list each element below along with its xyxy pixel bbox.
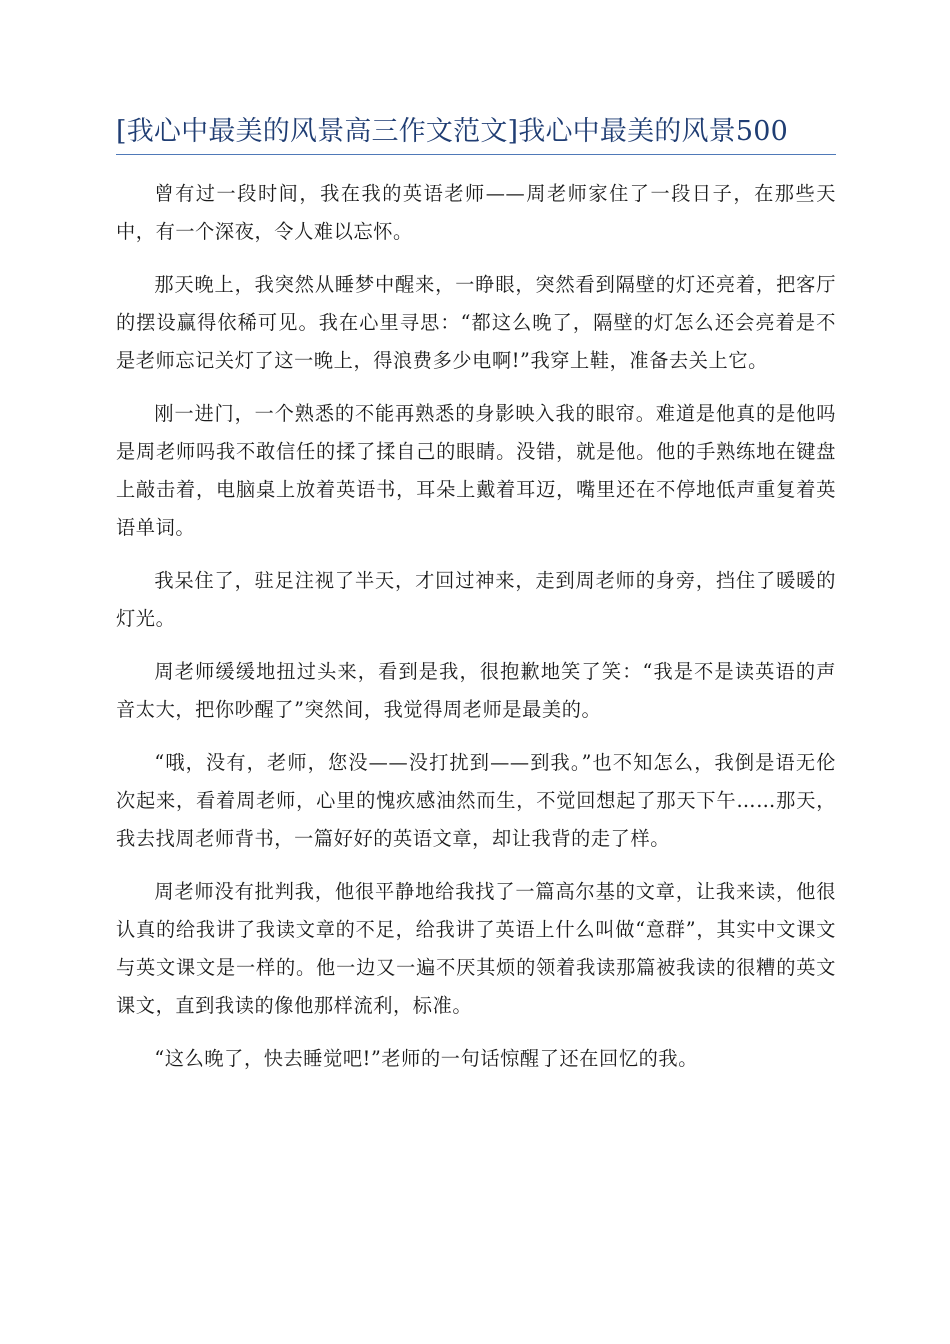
paragraph: 那天晚上，我突然从睡梦中醒来，一睁眼，突然看到隔壁的灯还亮着，把客厅的摆设赢得依稀可见。我在心里寻思：“都这么晚了，隔壁的灯怎么还会亮着是不是老师忘记关灯了这一晚上，得浪费多少电啊!”我穿上鞋，准备去关上它。 [116,273,836,372]
paragraph: 周老师缓缓地扭过头来，看到是我，很抱歉地笑了笑：“我是不是读英语的声音太大，把你吵醒了”突然间，我觉得周老师是最美的。 [116,660,836,721]
paragraph: 我呆住了，驻足注视了半天，才回过神来，走到周老师的身旁，挡住了暖暖的灯光。 [116,569,836,630]
paragraph: 曾有过一段时间，我在我的英语老师——周老师家住了一段日子，在那些天中，有一个深夜，令人难以忘怀。 [116,182,836,243]
paragraph: 周老师没有批判我，他很平静地给我找了一篇高尔基的文章，让我来读，他很认真的给我讲了我读文章的不足，给我讲了英语上什么叫做“意群”，其实中文课文与英文课文是一样的。他一边又一遍不厌其烦的领着我读那篇被我读的很糟的英文课文，直到我读的像他那样流利，标准。 [116,880,836,1017]
document-body [116,175,836,1093]
paragraph: “哦，没有，老师，您没——没打扰到——到我。”也不知怎么，我倒是语无伦次起来，看着周老师，心里的愧疚感油然而生，不觉回想起了那天下午……那天，我去找周老师背书，一篇好好的英语文章，却让我背的走了样。 [116,751,836,850]
paragraph: 刚一进门，一个熟悉的不能再熟悉的身影映入我的眼帘。难道是他真的是他吗是周老师吗我不敢信任的揉了揉自己的眼睛。没错，就是他。他的手熟练地在键盘上敲击着，电脑桌上放着英语书，耳朵上戴着耳迈，嘴里还在不停地低声重复着英语单词。 [116,402,836,539]
document-title: [我心中最美的风景高三作文范文]我心中最美的风景500 [116,116,789,147]
title-underline [116,154,836,155]
paragraph: “这么晚了，快去睡觉吧!”老师的一句话惊醒了还在回忆的我。 [154,1047,698,1070]
